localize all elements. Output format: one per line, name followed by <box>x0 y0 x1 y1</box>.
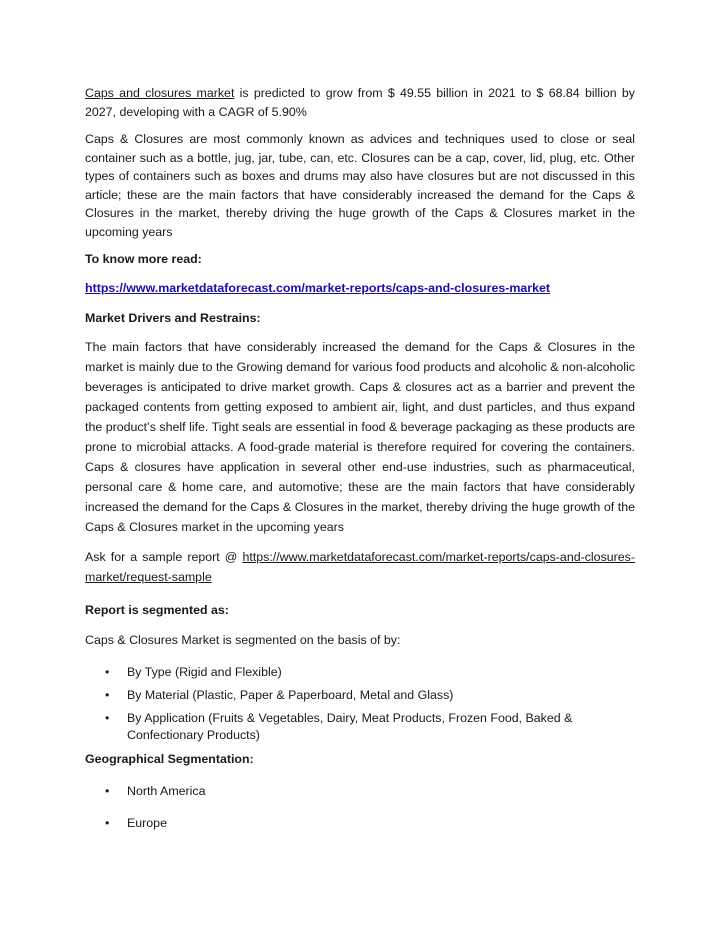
report-link[interactable]: https://www.marketdataforecast.com/market-reports/caps-and-closures-market <box>85 281 551 295</box>
drivers-heading: Market Drivers and Restrains: <box>85 311 261 325</box>
segmented-heading: Report is segmented as: <box>85 603 229 617</box>
intro-text: is predicted to grow from $ 49.55 billion in 2021 to $ 68.84 billion by 2027, developing with a CAGR of 5.90% <box>85 86 635 119</box>
sample-paragraph <box>85 547 635 587</box>
overview-paragraph: Caps & Closures are most commonly known as advices and techniques used to close or seal container such as a bottle, jug, jar, tube, can, etc. Closures can be a cap, cover, lid, plug, etc. Other types of containers such as boxes and drums may also have closures but are not discussed in this article; these are the main factors that have considerably increased the demand for the Caps & Closures in the market, thereby driving the huge growth of the Caps & Closures market in the upcoming years <box>85 132 635 239</box>
bullet-icon: • <box>105 711 110 725</box>
intro-paragraph <box>85 84 635 121</box>
bullet-icon: • <box>105 665 110 679</box>
know-more-heading: To know more read: <box>85 252 202 266</box>
bullet-icon: • <box>105 784 110 798</box>
list-item: • North America <box>105 784 206 798</box>
market-link[interactable]: Caps and closures market <box>85 86 235 100</box>
sample-prefix: Ask for a sample report @ <box>85 550 243 564</box>
list-item: • By Application (Fruits & Vegetables, Dairy, Meat Products, Frozen Food, Baked & Confectionary Products) <box>105 711 573 742</box>
list-item: • Europe <box>105 816 167 830</box>
segmented-intro: Caps & Closures Market is segmented on the basis of by: <box>85 633 401 647</box>
sample-link[interactable]: https://www.marketdataforecast.com/market-reports/caps-and-closures-market/request-sample <box>85 550 635 584</box>
bullet-icon: • <box>105 688 110 702</box>
bullet-icon: • <box>105 816 110 830</box>
list-item: • By Material (Plastic, Paper & Paperboard, Metal and Glass) <box>105 688 454 702</box>
drivers-paragraph: The main factors that have considerably increased the demand for the Caps & Closures in the market is mainly due to the Growing demand for various food products and alcoholic & non-alcoholic beverages is anticipated to drive market growth. Caps & closures act as a barrier and prevent the packaged contents from getting exposed to ambient air, light, and dust particles, and thus expand the productʼs shelf life. Tight seals are essential in food & beverage packaging as these products are prone to microbial attacks. A food-grade material is therefore required for covering the containers. Caps & closures have application in several other end-use industries, such as pharmaceutical, personal care & home care, and automotive; these are the main factors that have considerably increased the demand for the Caps & Closures in the market, thereby driving the huge growth of the Caps & Closures market in the upcoming years <box>85 340 635 534</box>
geo-list <box>85 783 635 832</box>
report-link-line <box>85 279 635 297</box>
document-body <box>85 84 635 832</box>
geo-heading: Geographical Segmentation: <box>85 752 254 766</box>
list-item: • By Type (Rigid and Flexible) <box>105 665 282 679</box>
segment-list <box>85 664 635 744</box>
